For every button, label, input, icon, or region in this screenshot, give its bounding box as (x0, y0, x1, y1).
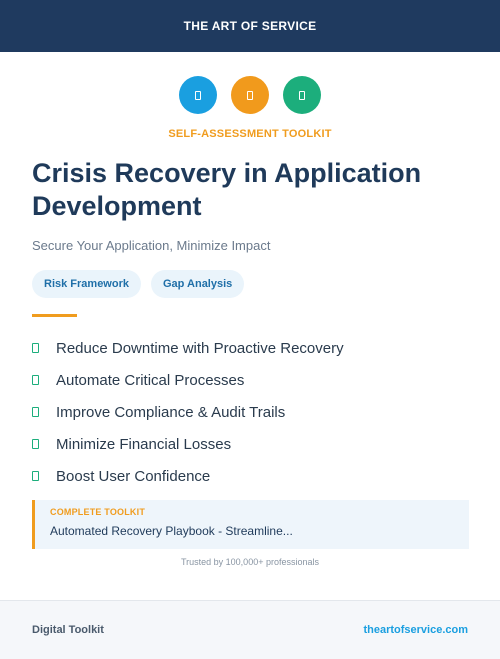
callout-label: COMPLETE TOOLKIT (50, 507, 146, 517)
toolkit-kicker: SELF-ASSESSMENT TOOLKIT (168, 128, 332, 140)
feature-text: Automate Critical Processes (56, 371, 245, 389)
tag-list (32, 270, 244, 298)
feature-text: Improve Compliance & Audit Trails (56, 403, 286, 421)
accent-divider (32, 314, 77, 317)
top-banner (0, 0, 500, 52)
brand-name: THE ART OF SERVICE (183, 19, 317, 33)
subtitle: Secure Your Application, Minimize Impact (32, 238, 271, 253)
footer-label: Digital Toolkit (32, 624, 104, 636)
footer-link[interactable]: theartofservice.com (363, 624, 468, 636)
list-item (32, 364, 344, 396)
callout-text: Automated Recovery Playbook - Streamline... (50, 524, 293, 538)
document-icon (179, 76, 217, 114)
check-icon (32, 343, 39, 353)
check-icon (32, 407, 39, 417)
tag-gap-analysis[interactable]: Gap Analysis (151, 270, 244, 298)
page-title: Crisis Recovery in Application Development (32, 158, 422, 221)
icon-row (0, 76, 500, 114)
list-item (32, 428, 344, 460)
list-item (32, 332, 344, 364)
feature-text: Reduce Downtime with Proactive Recovery (56, 339, 344, 357)
trust-note: Trusted by 100,000+ professionals (180, 557, 319, 567)
feature-text: Boost User Confidence (56, 467, 211, 485)
feature-text: Minimize Financial Losses (56, 435, 232, 453)
check-icon (32, 439, 39, 449)
check-icon (32, 471, 39, 481)
document-icon (231, 76, 269, 114)
check-icon (32, 375, 39, 385)
feature-list (32, 332, 344, 492)
tag-risk-framework[interactable]: Risk Framework (32, 270, 141, 298)
complete-toolkit-callout[interactable] (32, 500, 469, 549)
list-item (32, 396, 344, 428)
footer (0, 600, 500, 659)
list-item (32, 460, 344, 492)
document-icon (283, 76, 321, 114)
